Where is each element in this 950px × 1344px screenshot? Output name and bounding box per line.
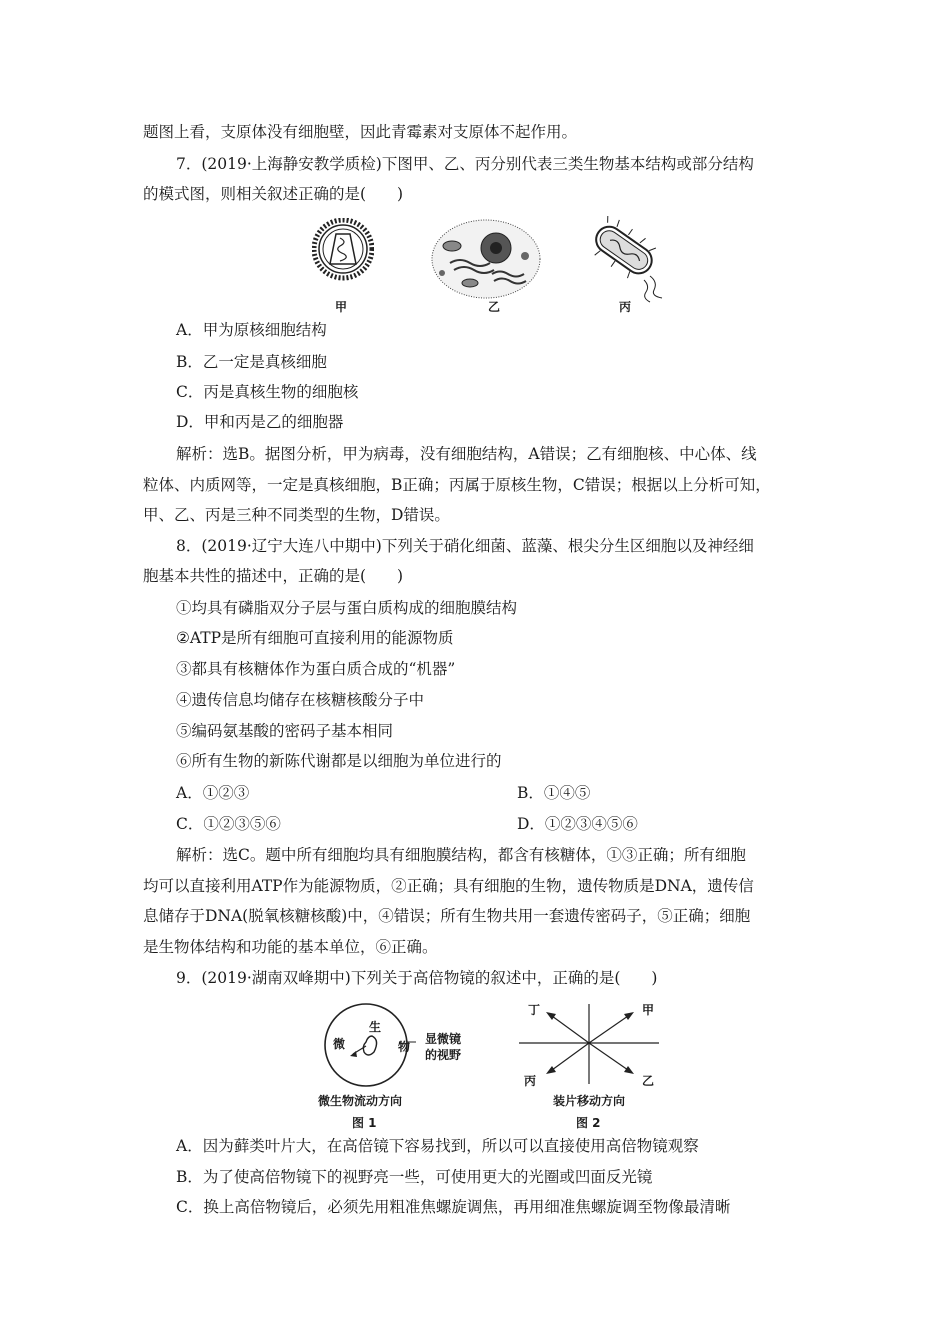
q7-stem-line-2: 的模式图，则相关叙述正确的是( ) (143, 185, 404, 203)
q8-item-3: ③都具有核糖体作为蛋白质合成的“机器” (176, 660, 456, 678)
fig2-caption: 装片移动方向 (553, 1094, 626, 1108)
fig1-label-sheng: 生 (369, 1020, 382, 1034)
q9-option-a: A．因为藓类叶片大，在高倍镜下容易找到，所以可以直接使用高倍物镜观察 (176, 1137, 699, 1155)
fig1-label-wu: 物 (398, 1040, 411, 1054)
virus-figure (312, 218, 374, 282)
q7-analysis-line-2: 粒体、内质网等，一定是真核细胞，B正确；丙属于原核生物，C错误；根据以上分析可知， (143, 476, 771, 494)
q8-item-4: ④遗传信息均储存在核糖核酸分子中 (176, 691, 425, 709)
q7-option-b: B．乙一定是真核细胞 (176, 353, 327, 371)
q8-stem-line-1: 8．(2019·辽宁大连八中期中)下列关于硝化细菌、蓝藻、根尖分生区细胞以及神经细 (176, 537, 754, 555)
q8-item-6: ⑥所有生物的新陈代谢都是以细胞为单位进行的 (176, 752, 502, 770)
fig-label-yi: 乙 (488, 300, 501, 314)
fig1-label-wei: 微 (333, 1037, 346, 1051)
q7-option-a: A．甲为原核细胞结构 (176, 321, 327, 339)
q8-analysis-line-3: 息储存于DNA(脱氧核糖核酸)中，④错误；所有生物共用一套遗传密码子，⑤正确；细胞 (143, 907, 751, 925)
q9-stem: 9．(2019·湖南双峰期中)下列关于高倍物镜的叙述中，正确的是( ) (176, 969, 658, 987)
q8-option-c: C．①②③⑤⑥ (176, 815, 281, 833)
q8-analysis-line-1: 解析：选C。题中所有细胞均具有细胞膜结构，都含有核糖体，①③正确；所有细胞 (176, 846, 746, 864)
q9-option-c: C．换上高倍物镜后，必须先用粗准焦螺旋调焦，再用细准焦螺旋调至物像最清晰 (176, 1198, 731, 1216)
fig1-title: 图 1 (352, 1116, 377, 1130)
fig2-title: 图 2 (576, 1116, 601, 1130)
q7-option-c: C．丙是真核生物的细胞核 (176, 383, 359, 401)
q7-analysis-line-3: 甲、乙、丙是三种不同类型的生物，D错误。 (143, 506, 450, 524)
q8-stem-line-2: 胞基本共性的描述中，正确的是( ) (143, 567, 404, 585)
fig1-side-label-2: 的视野 (425, 1048, 462, 1062)
intro-line: 题图上看，支原体没有细胞壁，因此青霉素对支原体不起作用。 (143, 123, 578, 141)
fig-label-jia: 甲 (335, 300, 348, 314)
fig1-side-label-1: 显微镜 (425, 1032, 462, 1046)
q8-option-d: D．①②③④⑤⑥ (517, 815, 638, 833)
q8-analysis-line-2: 均可以直接利用ATP作为能源物质，②正确；具有细胞的生物，遗传物质是DNA，遗传信 (143, 877, 754, 895)
fig2-label-bing: 丙 (524, 1074, 537, 1088)
fig-label-bing: 丙 (619, 300, 632, 314)
q9-option-b: B．为了使高倍物镜下的视野亮一些，可使用更大的光圈或凹面反光镜 (176, 1168, 653, 1186)
fig2-label-ding: 丁 (528, 1003, 541, 1017)
q8-item-5: ⑤编码氨基酸的密码子基本相同 (176, 722, 394, 740)
q8-option-a: A．①②③ (176, 784, 250, 802)
q8-option-b: B．①④⑤ (517, 784, 591, 802)
q7-option-d: D．甲和丙是乙的细胞器 (176, 413, 344, 431)
q7-analysis-line-1: 解析：选B。据图分析，甲为病毒，没有细胞结构，A错误；乙有细胞核、中心体、线 (176, 445, 757, 463)
fig2-label-jia: 甲 (642, 1003, 655, 1017)
fig1-caption: 微生物流动方向 (318, 1094, 403, 1108)
q8-item-1: ①均具有磷脂双分子层与蛋白质构成的细胞膜结构 (176, 599, 518, 617)
bacterium-figure (582, 216, 668, 304)
fig2-label-yi: 乙 (642, 1074, 655, 1088)
eukaryotic-cell-figure (430, 218, 542, 300)
q7-stem-line-1: 7．(2019·上海静安教学质检)下图甲、乙、丙分别代表三类生物基本结构或部分结构 (176, 155, 754, 173)
q8-analysis-line-4: 是生物体结构和功能的基本单位，⑥正确。 (143, 938, 438, 956)
q8-item-2: ②ATP是所有细胞可直接利用的能源物质 (176, 629, 454, 647)
